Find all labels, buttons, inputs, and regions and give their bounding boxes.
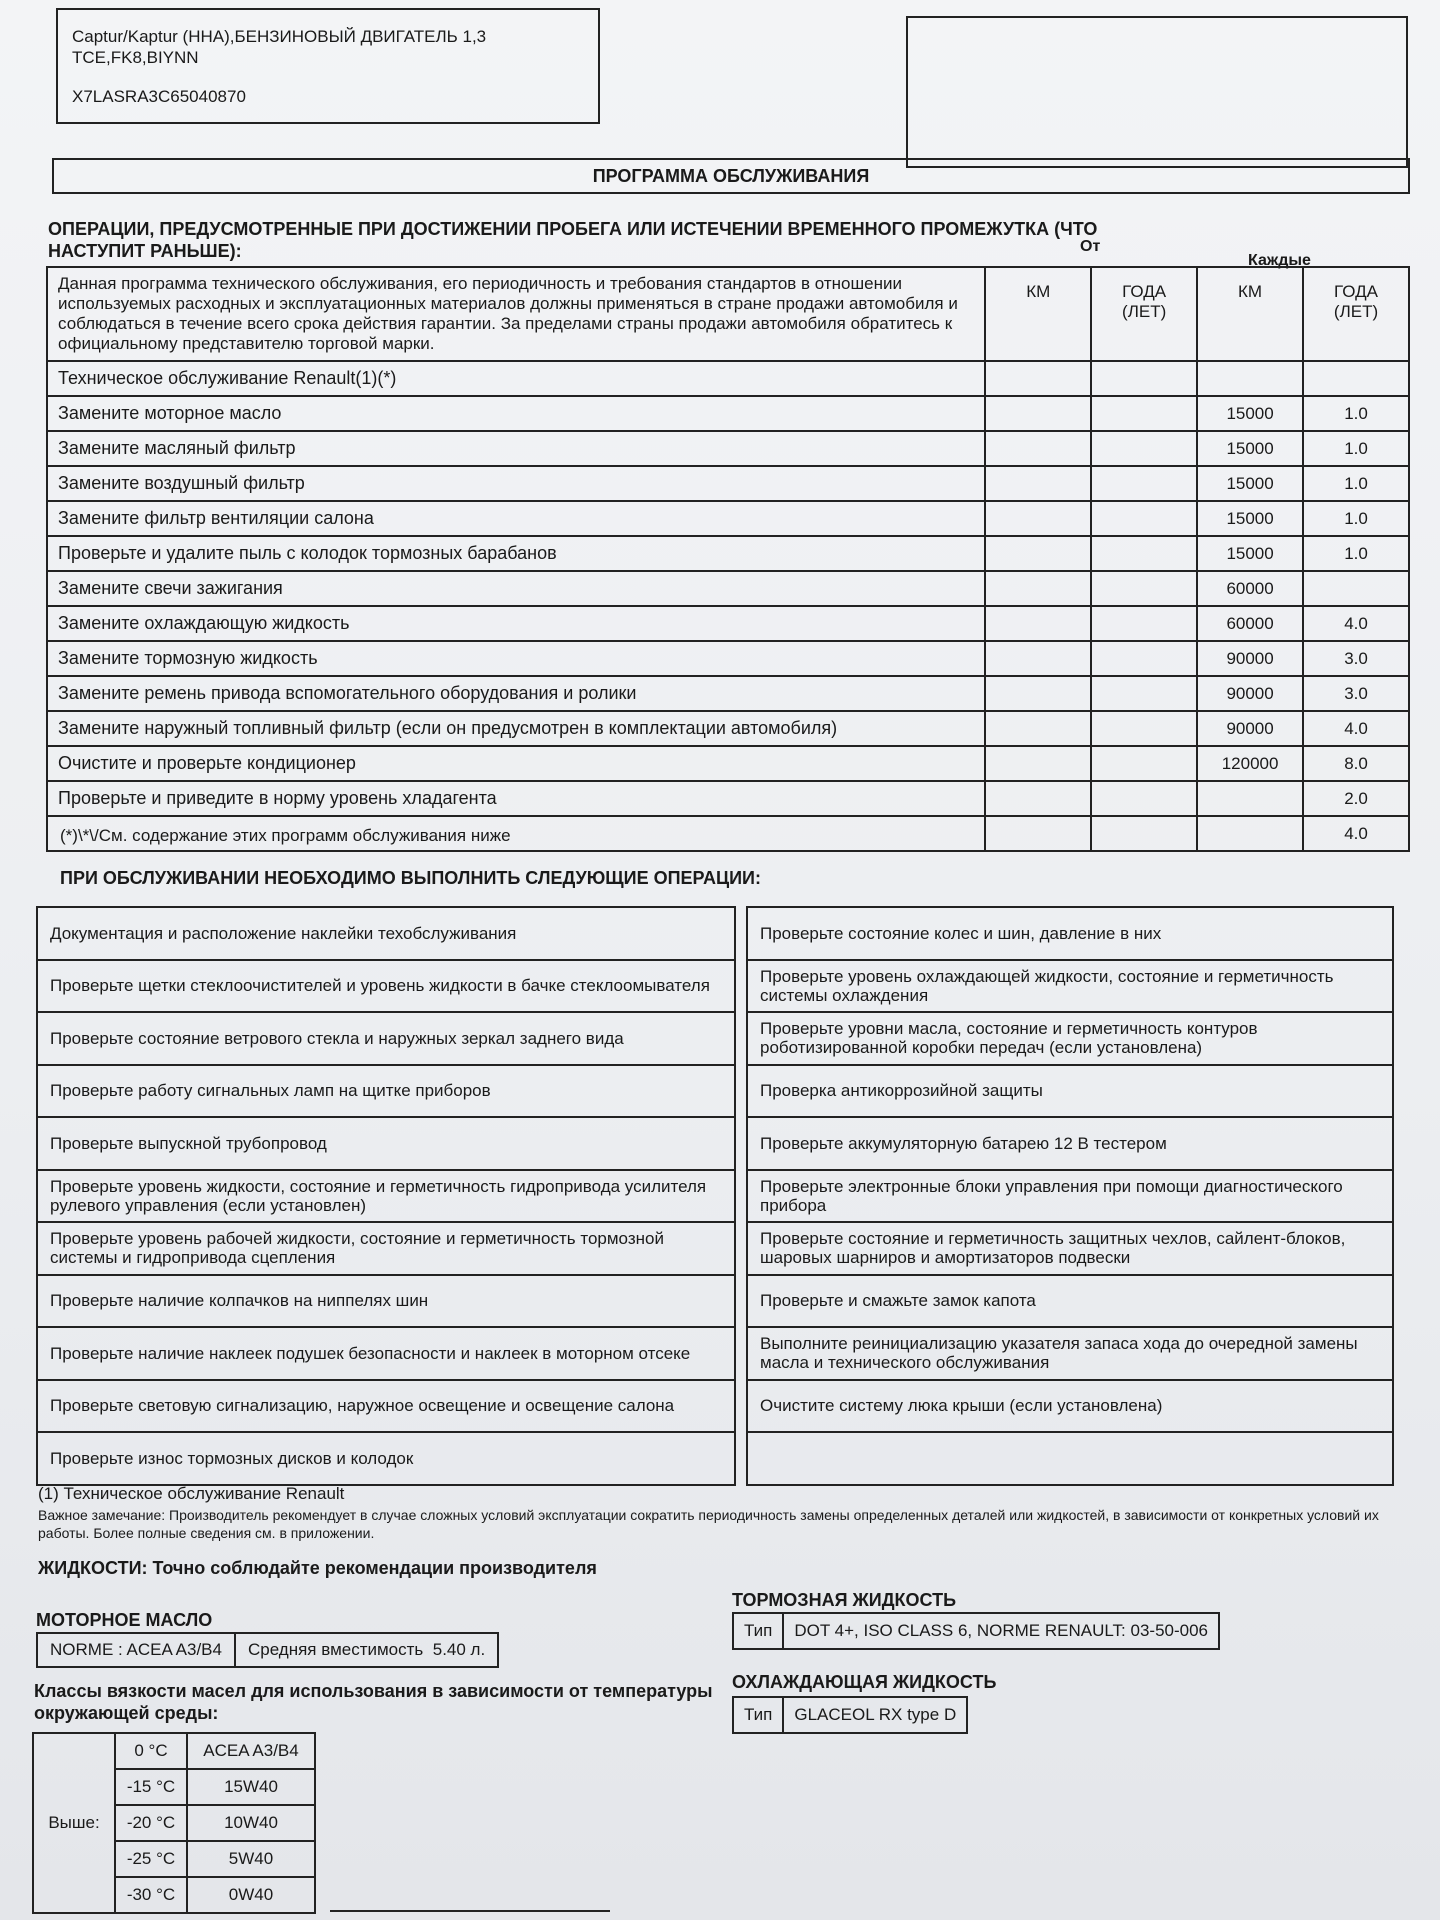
vehicle-vin: X7LASRA3C65040870	[72, 87, 246, 106]
check-row	[747, 1117, 1393, 1170]
schedule-row	[47, 781, 1409, 816]
schedule-every-km	[1197, 361, 1303, 396]
schedule-from-km	[985, 431, 1091, 466]
check-row	[747, 1222, 1393, 1275]
check-row	[747, 1432, 1393, 1485]
schedule-every-years: 8.0	[1303, 746, 1409, 781]
coolant-type-value: GLACEOL RX type D	[783, 1697, 967, 1733]
schedule-every-km: 60000	[1197, 571, 1303, 606]
schedule-every-years: 1.0	[1303, 396, 1409, 431]
schedule-op: Техническое обслуживание Renault(1)(*)	[47, 361, 985, 396]
schedule-every-km: 15000	[1197, 501, 1303, 536]
schedule-note: (*)\*\/См. содержание этих программ обслуживания ниже	[60, 826, 511, 845]
check-item: Проверьте наличие колпачков на ниппелях шин	[37, 1275, 735, 1328]
schedule-op: Замените масляный фильтр	[47, 431, 985, 466]
schedule-every-km	[1197, 781, 1303, 816]
schedule-from-years	[1091, 781, 1197, 816]
check-item: Проверьте уровень охлаждающей жидкости, состояние и герметичность системы охлаждения	[747, 960, 1393, 1013]
schedule-every-years: 2.0	[1303, 781, 1409, 816]
engine-oil-capacity-label: Средняя вместимость	[247, 1640, 424, 1659]
check-row	[37, 960, 735, 1013]
schedule-from-km	[985, 536, 1091, 571]
brake-fluid-type-value: DOT 4+, ISO CLASS 6, NORME RENAULT: 03-50-006	[783, 1613, 1219, 1649]
viscosity-above-label: Выше:	[33, 1733, 115, 1913]
check-row	[37, 1432, 735, 1485]
check-row	[747, 1275, 1393, 1328]
schedule-from-km	[985, 571, 1091, 606]
schedule-every-years: 4.0	[1303, 606, 1409, 641]
schedule-every-km: 90000	[1197, 641, 1303, 676]
check-item: Проверьте состояние колес и шин, давление в них	[747, 907, 1393, 960]
check-item: Документация и расположение наклейки техобслуживания	[37, 907, 735, 960]
check-row	[747, 960, 1393, 1013]
header-every-km: КМ	[1197, 267, 1303, 361]
schedule-every-years: 3.0	[1303, 676, 1409, 711]
viscosity-temp: -20 °C	[115, 1805, 187, 1841]
check-row	[747, 1065, 1393, 1118]
header-from-years: ГОДА (ЛЕТ)	[1091, 267, 1197, 361]
schedule-from-years	[1091, 431, 1197, 466]
schedule-every-km: 15000	[1197, 396, 1303, 431]
schedule-from-years	[1091, 571, 1197, 606]
schedule-from-years	[1091, 676, 1197, 711]
schedule-every-years: 1.0	[1303, 501, 1409, 536]
check-item: Проверьте наличие наклеек подушек безопасности и наклеек в моторном отсеке	[37, 1327, 735, 1380]
schedule-every-years: 4.0	[1303, 711, 1409, 746]
schedule-from-years	[1091, 816, 1197, 851]
check-row	[37, 1327, 735, 1380]
important-remark: Важное замечание: Производитель рекомендует в случае сложных условий эксплуатации сократить периодичность замены определенных деталей или жидкостей, в зависимости от конкретных условий их работы. Более полные сведения см. в приложении.	[38, 1507, 1379, 1541]
schedule-every-km: 15000	[1197, 466, 1303, 501]
check-item: Выполните реинициализацию указателя запаса хода до очередной замены масла и технического обслуживания	[747, 1327, 1393, 1380]
schedule-every-km	[1197, 816, 1303, 851]
schedule-row	[47, 431, 1409, 466]
viscosity-temp: -25 °C	[115, 1841, 187, 1877]
vehicle-model-line2: TCE,FK8,BIYNN	[72, 48, 199, 67]
schedule-from-km	[985, 361, 1091, 396]
check-item: Проверьте и смажьте замок капота	[747, 1275, 1393, 1328]
engine-oil-title: МОТОРНОЕ МАСЛО	[36, 1610, 213, 1630]
check-item: Проверьте световую сигнализацию, наружное освещение и освещение салона	[37, 1380, 735, 1433]
viscosity-temp: -30 °C	[115, 1877, 187, 1913]
check-item: Очистите систему люка крыши (если установлена)	[747, 1380, 1393, 1433]
schedule-every-km: 15000	[1197, 431, 1303, 466]
schedule-every-years	[1303, 361, 1409, 396]
check-row	[747, 907, 1393, 960]
divider-line	[330, 1910, 610, 1912]
engine-oil-table	[36, 1632, 499, 1668]
check-row	[37, 1222, 735, 1275]
schedule-every-years: 1.0	[1303, 431, 1409, 466]
viscosity-grade: 0W40	[187, 1877, 315, 1913]
schedule-from-years	[1091, 536, 1197, 571]
check-row	[37, 1380, 735, 1433]
schedule-from-km	[985, 816, 1091, 851]
viscosity-heading: Классы вязкости масел для использования в зависимости от температуры окружающей среды:	[34, 1681, 713, 1723]
coolant-type-label: Тип	[733, 1697, 783, 1733]
engine-oil-capacity	[235, 1633, 498, 1667]
viscosity-header-grade: ACEA A3/B4	[187, 1733, 315, 1769]
checks-left-table	[36, 906, 736, 1486]
schedule-op: Замените тормозную жидкость	[47, 641, 985, 676]
check-row	[747, 1380, 1393, 1433]
check-row	[37, 1170, 735, 1223]
brake-fluid-type-label: Тип	[733, 1613, 783, 1649]
coolant-table	[732, 1696, 968, 1734]
schedule-from-km	[985, 606, 1091, 641]
schedule-from-km	[985, 746, 1091, 781]
check-item: Проверьте уровни масла, состояние и герметичность контуров роботизированной коробки передач (если установлена)	[747, 1012, 1393, 1065]
check-item: Проверьте состояние ветрового стекла и наружных зеркал заднего вида	[37, 1012, 735, 1065]
viscosity-grade: 15W40	[187, 1769, 315, 1805]
schedule-from-years	[1091, 361, 1197, 396]
schedule-row	[47, 466, 1409, 501]
vehicle-model-line1: Captur/Kaptur (HHA),БЕНЗИНОВЫЙ ДВИГАТЕЛЬ 1,3	[72, 27, 487, 46]
schedule-row	[47, 746, 1409, 781]
schedule-from-years	[1091, 501, 1197, 536]
footnote: (1) Техническое обслуживание Renault	[38, 1484, 345, 1503]
schedule-op: Проверьте и удалите пыль с колодок тормозных барабанов	[47, 536, 985, 571]
engine-oil-norm: NORME : ACEA A3/B4	[37, 1633, 235, 1667]
schedule-row	[47, 361, 1409, 396]
viscosity-temp: -15 °C	[115, 1769, 187, 1805]
schedule-op: Очистите и проверьте кондиционер	[47, 746, 985, 781]
check-item: Проверьте электронные блоки управления при помощи диагностического прибора	[747, 1170, 1393, 1223]
schedule-row	[47, 501, 1409, 536]
viscosity-grade: 10W40	[187, 1805, 315, 1841]
viscosity-table	[32, 1732, 316, 1914]
brake-fluid-title: ТОРМОЗНАЯ ЖИДКОСТЬ	[732, 1590, 957, 1610]
schedule-row	[47, 396, 1409, 431]
schedule-row	[47, 536, 1409, 571]
schedule-every-km: 60000	[1197, 606, 1303, 641]
check-item: Проверьте работу сигнальных ламп на щитке приборов	[37, 1065, 735, 1118]
operations-heading: ОПЕРАЦИИ, ПРЕДУСМОТРЕННЫЕ ПРИ ДОСТИЖЕНИИ ПРОБЕГА ИЛИ ИСТЕЧЕНИИ ВРЕМЕННОГО ПРОМЕЖУТКА (ЧТО НАСТУПИТ РАНЬШЕ):	[48, 219, 1098, 261]
schedule-from-years	[1091, 711, 1197, 746]
check-row	[37, 1065, 735, 1118]
header-every-years: ГОДА (ЛЕТ)	[1303, 267, 1409, 361]
schedule-from-km	[985, 396, 1091, 431]
schedule-row	[47, 676, 1409, 711]
check-item: Проверьте уровень рабочей жидкости, состояние и герметичность тормозной системы и гидропривода сцепления	[37, 1222, 735, 1275]
check-item: Проверьте щетки стеклоочистителей и уровень жидкости в бачке стеклоомывателя	[37, 960, 735, 1013]
service-heading: ПРИ ОБСЛУЖИВАНИИ НЕОБХОДИМО ВЫПОЛНИТЬ СЛЕДУЮЩИЕ ОПЕРАЦИИ:	[60, 868, 761, 888]
schedule-op: Замените наружный топливный фильтр (если он предусмотрен в комплектации автомобиля)	[47, 711, 985, 746]
schedule-row	[47, 641, 1409, 676]
check-item	[747, 1432, 1393, 1485]
check-row	[37, 1275, 735, 1328]
schedule-row	[47, 571, 1409, 606]
schedule-op: Замените свечи зажигания	[47, 571, 985, 606]
check-item: Проверьте выпускной трубопровод	[37, 1117, 735, 1170]
schedule-from-years	[1091, 396, 1197, 431]
engine-oil-capacity-value: 5.40 л.	[432, 1640, 486, 1659]
schedule-from-km	[985, 781, 1091, 816]
schedule-row	[47, 711, 1409, 746]
schedule-from-years	[1091, 466, 1197, 501]
schedule-op: Замените моторное масло	[47, 396, 985, 431]
schedule-from-km	[985, 501, 1091, 536]
schedule-from-km	[985, 711, 1091, 746]
schedule-intro: Данная программа технического обслуживания, его периодичность и требования стандартов в отношении используемых расходных и эксплуатационных материалов должны применяться в стране продажи автомобиля и соблюдаться в течение всего срока действия гарантии. За пределами страны продажи автомобиля обратитесь к официальному представителю торговой марки.	[47, 267, 985, 361]
check-item: Проверьте состояние и герметичность защитных чехлов, сайлент-блоков, шаровых шарниров и амортизаторов подвески	[747, 1222, 1393, 1275]
schedule-from-years	[1091, 641, 1197, 676]
schedule-every-years: 3.0	[1303, 641, 1409, 676]
header-from-km: КМ	[985, 267, 1091, 361]
blank-stamp-box	[906, 16, 1408, 168]
schedule-op: Замените воздушный фильтр	[47, 466, 985, 501]
schedule-every-years: 1.0	[1303, 466, 1409, 501]
schedule-from-km	[985, 641, 1091, 676]
schedule-from-years	[1091, 606, 1197, 641]
schedule-from-years	[1091, 746, 1197, 781]
vehicle-info-box	[56, 8, 600, 124]
program-title: ПРОГРАММА ОБСЛУЖИВАНИЯ	[52, 158, 1410, 194]
schedule-op: Проверьте и приведите в норму уровень хладагента	[47, 781, 985, 816]
schedule-every-km: 120000	[1197, 746, 1303, 781]
check-item: Проверьте уровень жидкости, состояние и герметичность гидропривода усилителя рулевого управления (если установлен)	[37, 1170, 735, 1223]
schedule-every-years: 4.0	[1303, 816, 1409, 851]
schedule-every-km: 90000	[1197, 711, 1303, 746]
check-row	[37, 1117, 735, 1170]
check-row	[747, 1327, 1393, 1380]
check-row	[747, 1170, 1393, 1223]
schedule-header-row	[47, 267, 1409, 361]
label-from: От	[1080, 238, 1101, 255]
check-item: Проверьте износ тормозных дисков и колодок	[37, 1432, 735, 1485]
viscosity-grade: 5W40	[187, 1841, 315, 1877]
schedule-op: Замените фильтр вентиляции салона	[47, 501, 985, 536]
fluids-heading: ЖИДКОСТИ: Точно соблюдайте рекомендации производителя	[38, 1558, 597, 1578]
viscosity-header-temp: 0 °C	[115, 1733, 187, 1769]
schedule-op: Замените охлаждающую жидкость	[47, 606, 985, 641]
schedule-from-km	[985, 466, 1091, 501]
check-item: Проверьте аккумуляторную батарею 12 В тестером	[747, 1117, 1393, 1170]
schedule-op: Замените ремень привода вспомогательного оборудования и ролики	[47, 676, 985, 711]
schedule-from-km	[985, 676, 1091, 711]
check-row	[747, 1012, 1393, 1065]
label-every: Каждые	[1248, 252, 1311, 269]
checks-right-table	[746, 906, 1394, 1486]
schedule-every-km: 90000	[1197, 676, 1303, 711]
schedule-every-years: 1.0	[1303, 536, 1409, 571]
brake-fluid-table	[732, 1612, 1220, 1650]
schedule-every-km: 15000	[1197, 536, 1303, 571]
coolant-title: ОХЛАЖДАЮЩАЯ ЖИДКОСТЬ	[732, 1672, 997, 1692]
schedule-row	[47, 606, 1409, 641]
check-item: Проверка антикоррозийной защиты	[747, 1065, 1393, 1118]
maintenance-schedule-table	[46, 266, 1410, 852]
check-row	[37, 907, 735, 960]
check-row	[37, 1012, 735, 1065]
schedule-every-years	[1303, 571, 1409, 606]
